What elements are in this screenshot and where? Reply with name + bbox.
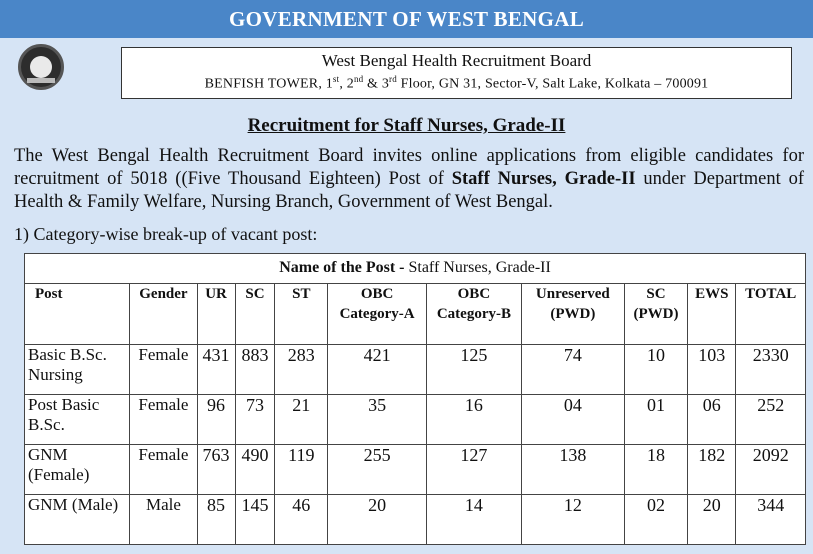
table-cell-ur-pwd: 74 — [521, 345, 624, 395]
table-cell-gender: Male — [130, 495, 197, 545]
board-address: BENFISH TOWER, 1st, 2nd & 3rd Floor, GN 31, Sector-V, Salt Lake, Kolkata – 700091 — [204, 74, 709, 92]
table-cell-total: 2330 — [736, 345, 806, 395]
table-row — [25, 445, 806, 495]
post-name-cell: Name of the Post - Staff Nurses, Grade-II — [25, 254, 806, 284]
table-cell-st: 119 — [275, 445, 328, 495]
table-cell-ews: 20 — [688, 495, 736, 545]
table-cell-gender: Female — [130, 345, 197, 395]
table-cell-obc-a: 20 — [328, 495, 427, 545]
table-cell-ews: 103 — [688, 345, 736, 395]
vacancy-table — [24, 253, 806, 545]
column-header: EWS — [688, 283, 736, 344]
table-cell-gender: Female — [130, 445, 197, 495]
table-cell-sc-pwd: 02 — [624, 495, 687, 545]
table-cell-post: Basic B.Sc. Nursing — [25, 345, 130, 395]
table-cell-ur: 763 — [197, 445, 235, 495]
column-header: Unreserved (PWD) — [521, 283, 624, 344]
table-cell-sc: 145 — [235, 495, 275, 545]
column-header: SC — [235, 283, 275, 344]
column-header: TOTAL — [736, 283, 806, 344]
table-row — [25, 345, 806, 395]
table-cell-obc-a: 255 — [328, 445, 427, 495]
table-cell-obc-a: 35 — [328, 395, 427, 445]
table-cell-obc-b: 127 — [427, 445, 522, 495]
table-cell-ur-pwd: 04 — [521, 395, 624, 445]
table-header-row — [25, 283, 806, 344]
table-cell-sc: 73 — [235, 395, 275, 445]
table-cell-total: 2092 — [736, 445, 806, 495]
table-cell-obc-a: 421 — [328, 345, 427, 395]
table-cell-ews: 182 — [688, 445, 736, 495]
table-body — [25, 345, 806, 545]
table-cell-post: Post Basic B.Sc. — [25, 395, 130, 445]
table-cell-obc-b: 16 — [427, 395, 522, 445]
intro-paragraph: The West Bengal Health Recruitment Board invites online applications from eligible candidates for recruitment of 5018 ((Five Thousand Eighteen) Post of Staff Nurses, Grade-II under Department of Health & Family Welfare, Nursing Branch, Government of West Bengal. — [14, 146, 805, 212]
table-cell-obc-b: 125 — [427, 345, 522, 395]
post-name-bold: Staff Nurses, Grade-II — [451, 169, 636, 189]
table-cell-sc-pwd: 10 — [624, 345, 687, 395]
table-row — [25, 495, 806, 545]
table-cell-st: 21 — [275, 395, 328, 445]
table-cell-post: GNM (Female) — [25, 445, 130, 495]
table-cell-ur-pwd: 138 — [521, 445, 624, 495]
government-banner: GOVERNMENT OF WEST BENGAL — [0, 0, 813, 38]
table-cell-st: 283 — [275, 345, 328, 395]
column-header: OBC Category-B — [427, 283, 522, 344]
board-logo-icon — [18, 44, 64, 90]
column-header: Gender — [130, 283, 197, 344]
table-cell-gender: Female — [130, 395, 197, 445]
recruitment-title: Recruitment for Staff Nurses, Grade-II — [247, 115, 566, 136]
table-cell-sc: 490 — [235, 445, 275, 495]
table-cell-ur: 431 — [197, 345, 235, 395]
table-cell-ur: 96 — [197, 395, 235, 445]
post-name-row — [25, 254, 806, 284]
table-cell-ur: 85 — [197, 495, 235, 545]
table-cell-ur-pwd: 12 — [521, 495, 624, 545]
table-cell-st: 46 — [275, 495, 328, 545]
board-name: West Bengal Health Recruitment Board — [321, 51, 592, 70]
table-row — [25, 395, 806, 445]
board-header-box — [121, 47, 792, 99]
table-cell-total: 252 — [736, 395, 806, 445]
column-header: Post — [25, 283, 130, 344]
table-cell-ews: 06 — [688, 395, 736, 445]
column-header: ST — [275, 283, 328, 344]
table-cell-sc-pwd: 18 — [624, 445, 687, 495]
table-cell-sc-pwd: 01 — [624, 395, 687, 445]
column-header: SC (PWD) — [624, 283, 687, 344]
category-heading: 1) Category-wise break-up of vacant post: — [14, 224, 318, 244]
table-cell-post: GNM (Male) — [25, 495, 130, 545]
table-cell-total: 344 — [736, 495, 806, 545]
column-header: OBC Category-A — [328, 283, 427, 344]
column-header: UR — [197, 283, 235, 344]
table-cell-sc: 883 — [235, 345, 275, 395]
table-cell-obc-b: 14 — [427, 495, 522, 545]
